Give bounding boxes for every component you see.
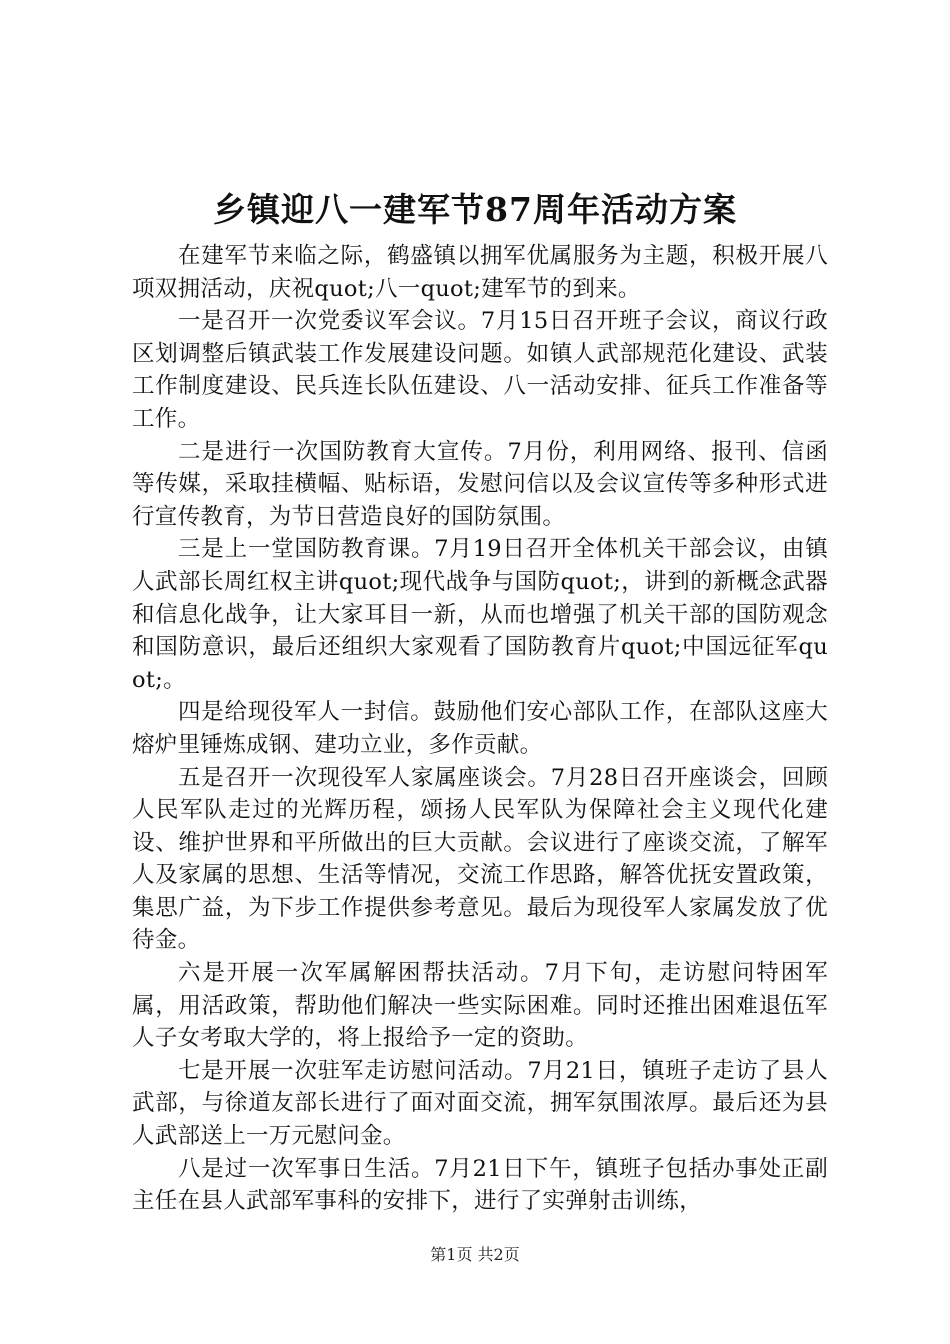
paragraph-item-8: 八是过一次军事日生活。7月21日下午，镇班子包括办事处正副主任在县人武部军事科的安排下，进行了实弹射击训练， — [132, 1155, 828, 1215]
paragraph-item-3: 三是上一堂国防教育课。7月19日召开全体机关干部会议，由镇人武部长周红权主讲quot;现代战争与国防quot;，讲到的新概念武器和信息化战争，让大家耳目一新，从而也增强了机关干部的国防观念和国防意识，最后还组织大家观看了国防教育片quot;中国远征军quot;。 — [132, 536, 828, 693]
document-title: 乡镇迎八一建军节87周年活动方案 — [213, 190, 737, 229]
paragraph-item-4: 四是给现役军人一封信。鼓励他们安心部队工作，在部队这座大熔炉里锤炼成钢、建功立业，多作贡献。 — [132, 699, 828, 758]
paragraph-item-2: 二是进行一次国防教育大宣传。7月份，利用网络、报刊、信函等传媒，采取挂横幅、贴标语，发慰问信以及会议宣传等多种形式进行宣传教育，为节日营造良好的国防氛围。 — [132, 438, 828, 530]
paragraph-intro: 在建军节来临之际，鹤盛镇以拥军优属服务为主题，积极开展八项双拥活动，庆祝quot;八一quot;建军节的到来。 — [132, 243, 828, 302]
page-footer: 第1页 共2页 — [430, 1245, 520, 1264]
paragraph-item-1: 一是召开一次党委议军会议。7月15日召开班子会议，商议行政区划调整后镇武装工作发展建设问题。如镇人武部规范化建设、武装工作制度建设、民兵连长队伍建设、八一活动安排、征兵工作准备等工作。 — [132, 308, 828, 432]
paragraph-item-5: 五是召开一次现役军人家属座谈会。7月28日召开座谈会，回顾人民军队走过的光辉历程，颂扬人民军队为保障社会主义现代化建设、维护世界和平所做出的巨大贡献。会议进行了座谈交流，了解军人及家属的思想、生活等情况，交流工作思路，解答优抚安置政策，集思广益，为下步工作提供参考意见。最后为现役军人家属发放了优待金。 — [132, 764, 828, 954]
paragraph-item-7: 七是开展一次驻军走访慰问活动。7月21日，镇班子走访了县人武部，与徐道友部长进行了面对面交流，拥军氛围浓厚。最后还为县人武部送上一万元慰问金。 — [132, 1057, 828, 1150]
paragraph-item-6: 六是开展一次军属解困帮扶活动。7月下旬，走访慰问特困军属，用活政策，帮助他们解决一些实际困难。同时还推出困难退伍军人子女考取大学的，将上报给予一定的资助。 — [132, 960, 828, 1052]
document-body — [132, 240, 828, 1218]
